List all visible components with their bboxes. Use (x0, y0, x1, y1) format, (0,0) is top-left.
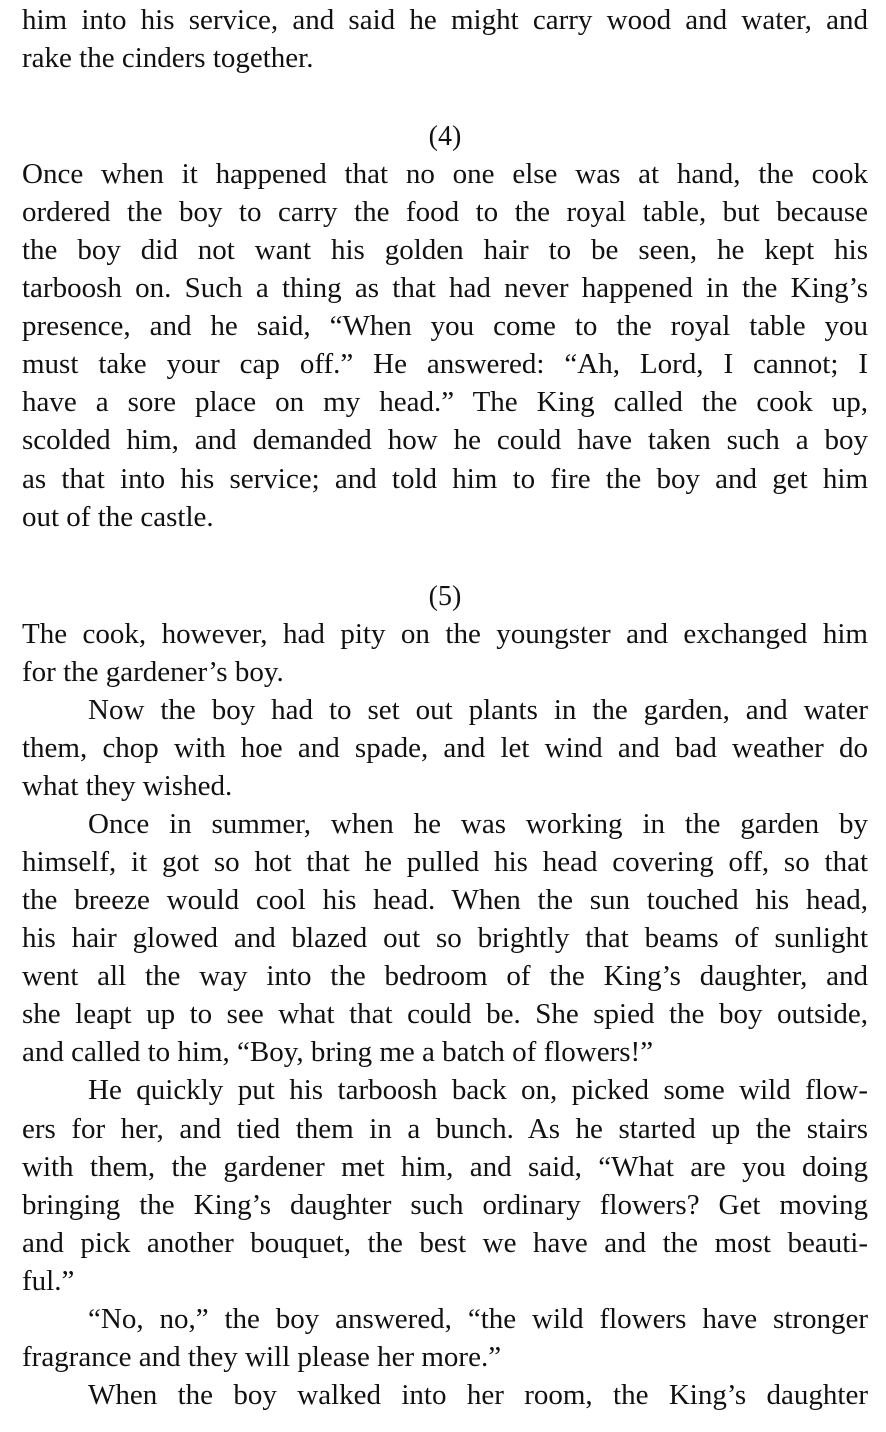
text-line: and called to him, “Boy, bring me a batch of flowers!” (22, 1036, 654, 1068)
text-line: Once when it happened that no one else was at hand, the cook (22, 158, 868, 190)
text-line: them, chop with hoe and spade, and let wind and bad weather do (22, 732, 868, 764)
text-line: ful.” (22, 1265, 75, 1297)
text-line: He quickly put his tarboosh back on, picked some wild flow- (88, 1074, 868, 1106)
text-line: bringing the King’s daughter such ordinary flowers? Get moving (22, 1189, 868, 1221)
text-line: presence, and he said, “When you come to the royal table you (22, 310, 868, 342)
text-line: “No, no,” the boy answered, “the wild flowers have stronger (88, 1303, 868, 1335)
text-line: Now the boy had to set out plants in the garden, and water (88, 694, 868, 726)
text-line: ordered the boy to carry the food to the royal table, but because (22, 196, 868, 228)
text-line: scolded him, and demanded how he could have taken such a boy (22, 424, 868, 456)
text-line: as that into his service; and told him to fire the boy and get him (22, 463, 868, 495)
text-line: tarboosh on. Such a thing as that had never happened in the King’s (22, 272, 868, 304)
text-line: she leapt up to see what that could be. She spied the boy outside, (22, 998, 868, 1030)
text-line: what they wished. (22, 770, 233, 802)
text-line: the breeze would cool his head. When the sun touched his head, (22, 884, 868, 916)
text-line: rake the cinders together. (22, 42, 314, 74)
text-line: The cook, however, had pity on the youngster and exchanged him (22, 618, 868, 650)
text-line: out of the castle. (22, 501, 214, 533)
text-line: fragrance and they will please her more.” (22, 1341, 502, 1373)
text-line: went all the way into the bedroom of the King’s daughter, and (22, 960, 868, 992)
text-line: his hair glowed and blazed out so brightly that beams of sunlight (22, 922, 868, 954)
text-line: ers for her, and tied them in a bunch. As he started up the stairs (22, 1113, 868, 1145)
text-line: have a sore place on my head.” The King called the cook up, (22, 386, 868, 418)
book-page (22, 0, 868, 1432)
text-line: Once in summer, when he was working in the garden by (88, 808, 868, 840)
text-line: and pick another bouquet, the best we have and the most beauti- (22, 1227, 868, 1259)
text-line: with them, the gardener met him, and said, “What are you doing (22, 1151, 868, 1183)
section-number-4: (4) (428, 121, 462, 152)
text-line: When the boy walked into her room, the King’s daughter (88, 1379, 868, 1411)
text-line: for the gardener’s boy. (22, 656, 284, 688)
section-number-5: (5) (428, 581, 462, 612)
text-line: must take your cap off.” He answered: “Ah, Lord, I cannot; I (22, 348, 868, 380)
text-line: him into his service, and said he might carry wood and water, and (22, 4, 868, 36)
text-line: himself, it got so hot that he pulled his head covering off, so that (22, 846, 868, 878)
text-line: the boy did not want his golden hair to be seen, he kept his (22, 234, 868, 266)
